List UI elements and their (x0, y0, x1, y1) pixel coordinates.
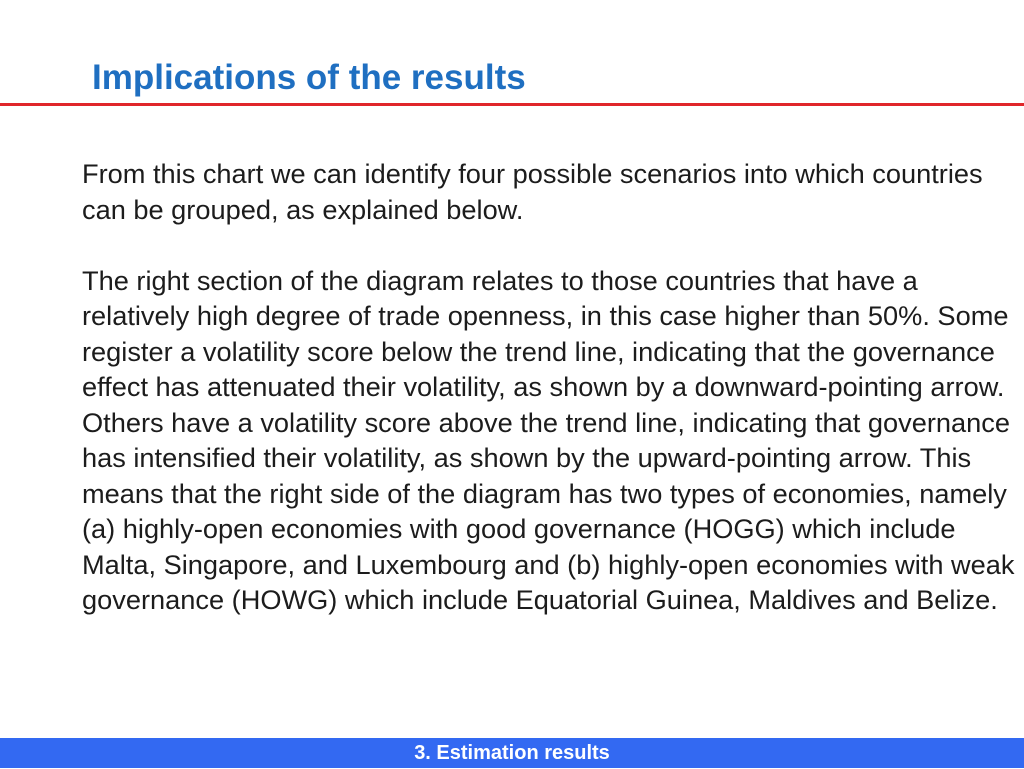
footer-section-label: 3. Estimation results (414, 742, 610, 764)
slide-body (82, 156, 1017, 618)
paragraph-right-section: The right section of the diagram relates to those countries that have a relatively high degree of trade openness, in this case higher than 50%. Some register a volatility score below the trend line, indicating that the governance effect has attenuated their volatility, as shown by a downward-pointing arrow. Others have a volatility score above the trend line, indicating that governance has intensified their volatility, as shown by the upward-pointing arrow. This means that the right side of the diagram has two types of economies, namely (a) highly-open economies with good governance (HOGG) which include Malta, Singapore, and Luxembourg and (b) highly-open economies with weak governance (HOWG) which include Equatorial Guinea, Maldives and Belize. (82, 264, 1015, 615)
footer-bar (0, 738, 1024, 768)
title-divider (0, 103, 1024, 106)
slide-title: Implications of the results (92, 58, 526, 97)
paragraph-intro: From this chart we can identify four possible scenarios into which countries can be grouped, as explained below. (82, 158, 983, 225)
